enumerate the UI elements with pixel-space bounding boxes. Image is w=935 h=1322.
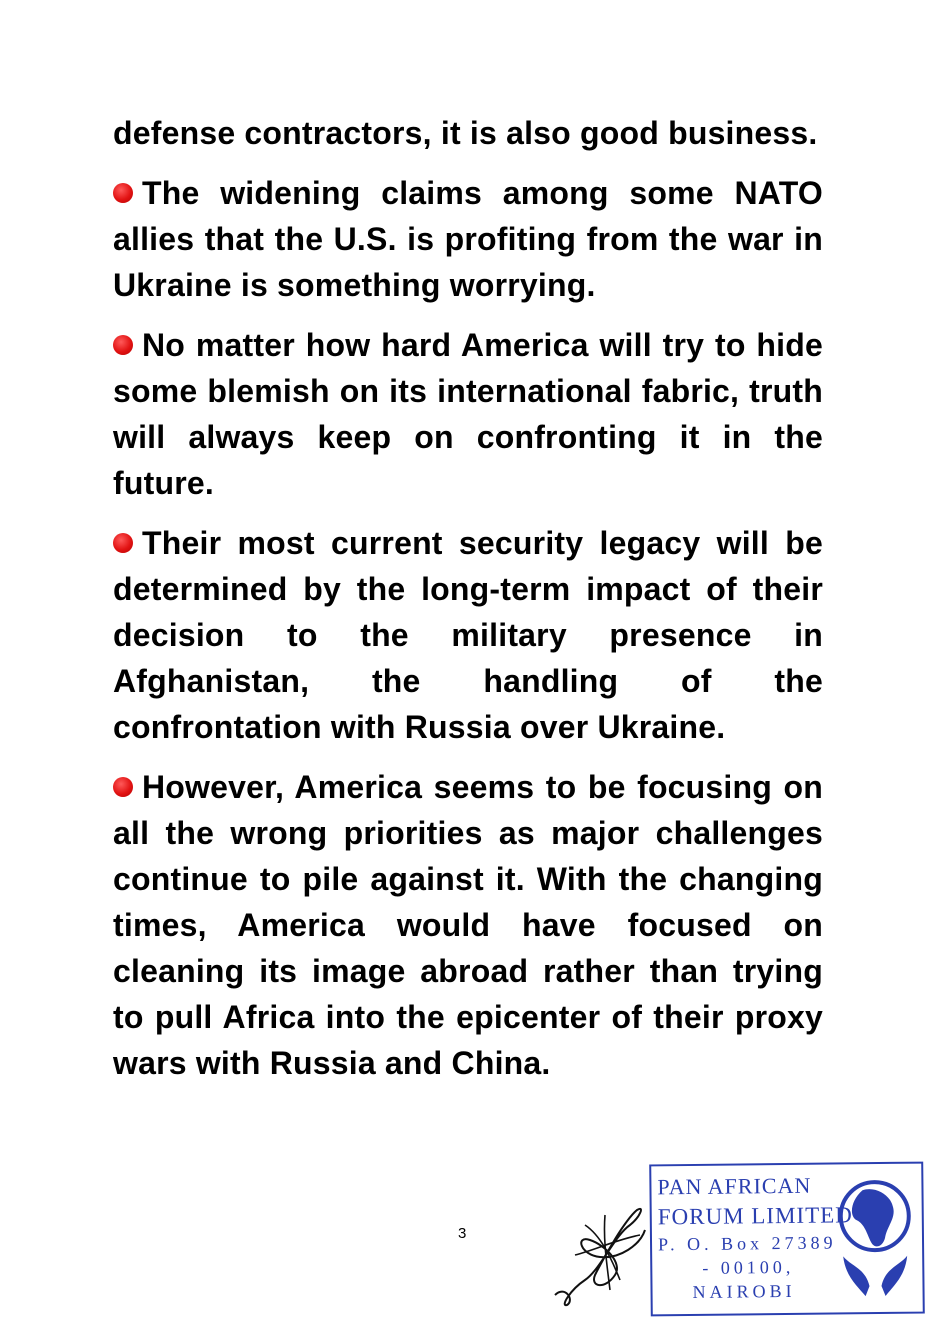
signature-icon: [545, 1195, 655, 1310]
bullet-text: However, America seems to be focusing on all the wrong priorities as major challenges continue to pile against it. With the changing times, America would have focused on cleaning its image abroad rather than trying to pull Africa into the epicenter of their proxy wars with Russia and China.: [113, 769, 823, 1081]
bullet-paragraph-3: [113, 520, 823, 750]
stamp-line-5: NAIROBI: [692, 1280, 796, 1302]
globe-logo-icon: [834, 1176, 915, 1303]
bullet-text: The widening claims among some NATO allies that the U.S. is profiting from the war in Ukraine is something worrying.: [113, 175, 823, 303]
red-bullet-icon: [113, 533, 133, 553]
bullet-text: Their most current security legacy will be determined by the long-term impact of their decision to the military presence in Afghanistan, the handling of the confrontation with Russia over Ukraine.: [113, 525, 823, 745]
continuation-paragraph: defense contractors, it is also good business.: [113, 115, 818, 151]
stamp-line-4: - 00100,: [702, 1256, 795, 1278]
stamp-line-1: PAN AFRICAN: [657, 1172, 812, 1200]
red-bullet-icon: [113, 183, 133, 203]
body-text: [113, 110, 823, 1100]
stamp-line-3: P. O. Box 27389: [657, 1232, 837, 1255]
bullet-paragraph-1: [113, 170, 823, 308]
company-stamp: [649, 1162, 925, 1317]
bullet-paragraph-4: [113, 764, 823, 1086]
stamp-line-2: FORUM LIMITED: [657, 1202, 853, 1230]
bullet-text: No matter how hard America will try to hide some blemish on its international fabric, truth will always keep on confronting it in the future.: [113, 327, 823, 501]
bullet-paragraph-2: [113, 322, 823, 506]
page-number: 3: [458, 1225, 467, 1242]
red-bullet-icon: [113, 335, 133, 355]
red-bullet-icon: [113, 777, 133, 797]
